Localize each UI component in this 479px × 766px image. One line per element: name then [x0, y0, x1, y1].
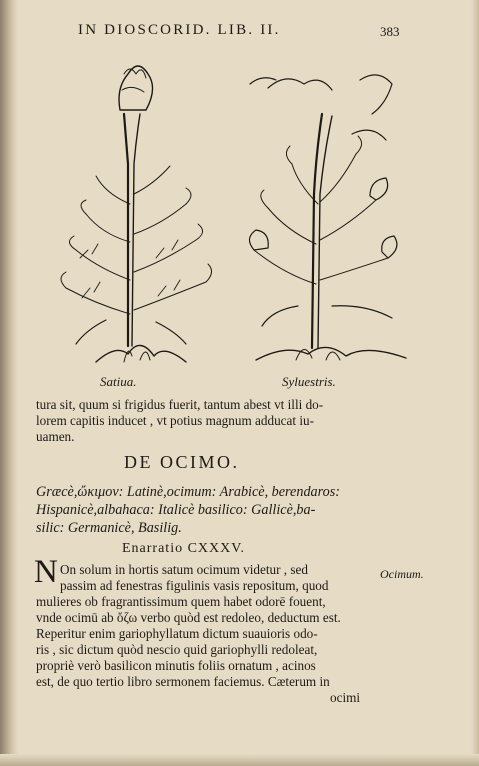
running-head: IN DIOSCORID. LIB. II.: [78, 22, 281, 38]
synonyms-line: Hispanicè,albahaca: Italicè basilico: Gallicè,ba-: [36, 502, 316, 518]
commentary-line: On solum in hortis satum ocimum videtur , sed: [60, 562, 308, 577]
commentary-line: Reperitur enim gariophyllatum dictum suauioris odo-: [36, 626, 318, 641]
margin-note: Ocimum.: [380, 567, 424, 581]
catchword: ocimi: [330, 690, 361, 705]
basil-plant-wild-illustration: [249, 75, 406, 360]
page-gutter-shadow: [0, 0, 18, 766]
section-title: DE OCIMO.: [124, 452, 240, 472]
commentary-line: ris , sic dictum quòd nescio quid gariophylli redoleat,: [36, 642, 318, 657]
continuation-line: lorem capitis inducet , vt potius magnum adducat iu-: [36, 413, 314, 428]
commentary-line: vnde ocimū ab ὄζω verbo quòd est redoleo, deductum est.: [36, 610, 341, 625]
commentary-line: est, de quo tertio libro sermonem faciemus. Cæterum in: [36, 674, 330, 689]
commentary-line: mulieres ob fragrantissimum quem habet odorē fouent,: [36, 594, 326, 609]
enarratio-heading: Enarratio CXXXV.: [122, 541, 246, 556]
basil-plant-cultivated-illustration: [61, 66, 212, 362]
plate-caption-left: Satiua.: [100, 374, 137, 389]
page-edge-right: [471, 0, 479, 766]
plate-caption-right: Syluestris.: [282, 374, 336, 389]
synonyms-line: Græcè,ὤκιμον: Latinè,ocimum: Arabicè, berendaros:: [36, 484, 340, 500]
commentary-line: passim ad fenestras figulinis vasis repositum, quod: [60, 578, 329, 593]
commentary-line: propriè verò basilicon minutis foliis ornatum , acinos: [36, 658, 316, 673]
woodcut-plate: [36, 44, 426, 374]
drop-capital: N: [34, 554, 58, 590]
page-edge-bottom: [0, 754, 479, 766]
continuation-line: tura sit, quum si frigidus fuerit, tantum abest vt illi do-: [36, 397, 324, 412]
page-number: 383: [380, 24, 400, 39]
continuation-line: uamen.: [36, 429, 75, 444]
synonyms-line: silic: Germanicè, Basilig.: [36, 520, 182, 536]
